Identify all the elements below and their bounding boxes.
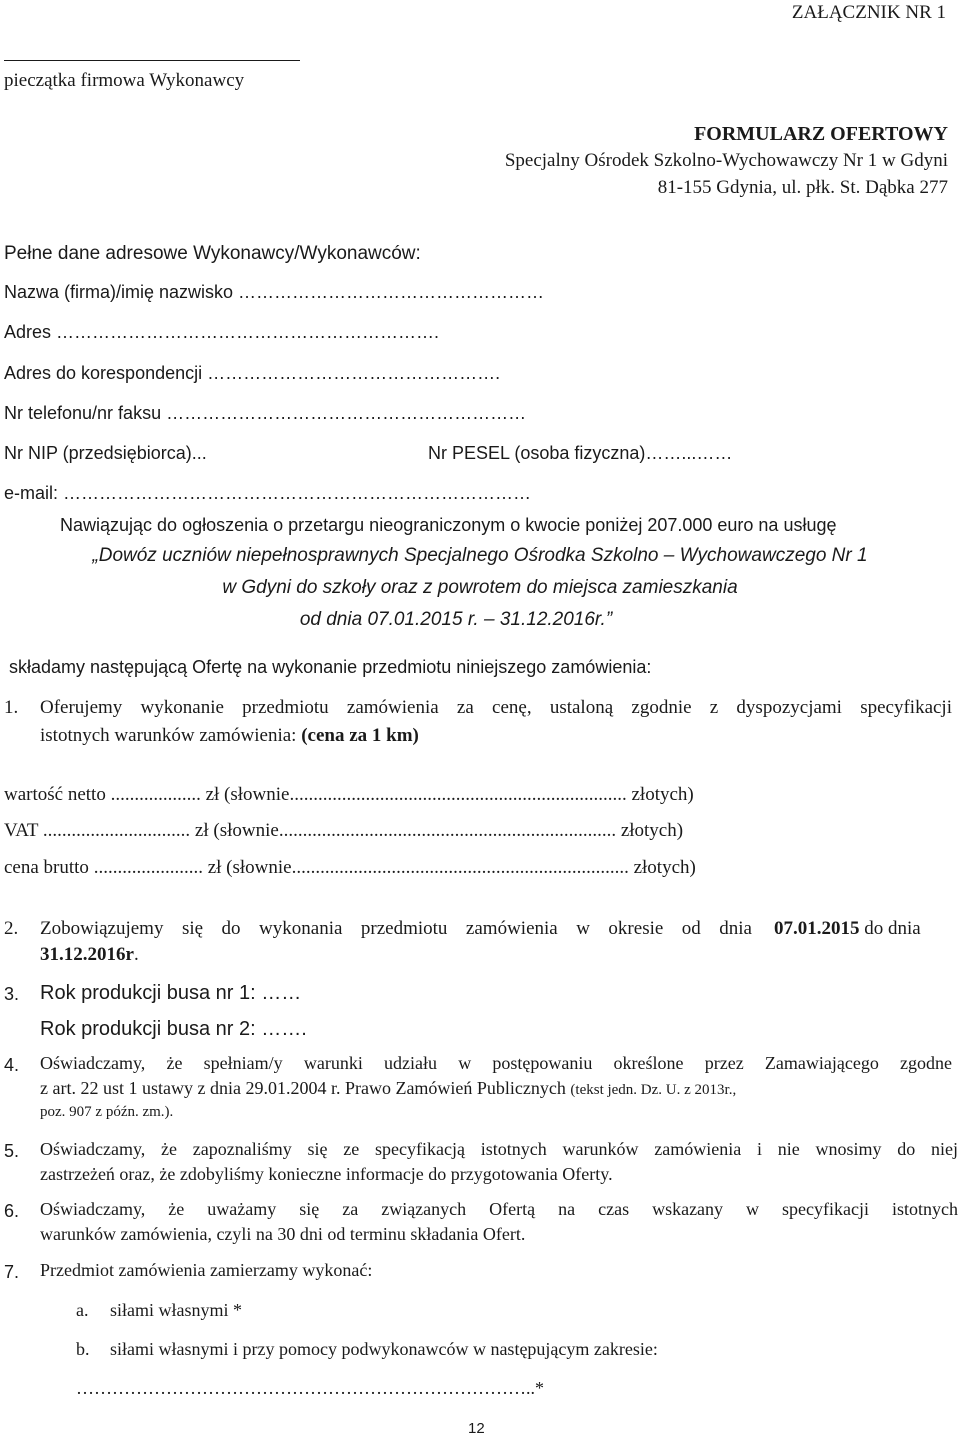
item-2-text: Zobowiązujemy się do wykonania przedmiotu zamówienia w okresie od dnia [40, 918, 752, 939]
period-end-date: 31.12.2016r [40, 944, 134, 965]
item-1-number: 1. [4, 697, 19, 718]
vat-unit: zł (słownie [190, 820, 279, 841]
offer-submit-line: składamy następującą Ofertę na wykonanie przedmiotu niniejszego zamówienia: [9, 657, 652, 677]
item-4-line2 [40, 1078, 736, 1099]
vat-field[interactable]: ............................... [42, 820, 191, 841]
item-2-number: 2. [4, 918, 19, 939]
item-7-text: Przedmiot zamówienia zamierzamy wykonać: [40, 1260, 373, 1280]
address-field[interactable]: Adres ………………………………………………………. [4, 322, 440, 342]
item-6-line1: Oświadczamy, że uważamy się za związanych Ofertą na czas wskazany w specyfikacji istotnych [40, 1199, 958, 1219]
item-1-text-continued [40, 725, 419, 747]
gross-price-end: złotych) [628, 857, 696, 878]
institution-address: 81-155 Gdynia, ul. płk. St. Dąbka 277 [657, 177, 948, 198]
option-b-subcontractors[interactable]: siłami własnymi i przy pomocy podwykonawców w następującym zakresie: [110, 1339, 658, 1359]
item-2-dates [774, 918, 921, 940]
institution-name: Specjalny Ośrodek Szkolno-Wychowawczy Nr 1 w Gdyni [504, 150, 948, 171]
item-2-end: . [133, 944, 139, 965]
item-4-law-ref: (tekst jedn. Dz. U. z 2013r., [570, 1082, 737, 1098]
pesel-field[interactable]: Nr PESEL (osoba fizyczna)……...…… [428, 443, 733, 463]
gross-price-label: cena brutto [4, 857, 89, 878]
net-value-line [4, 784, 694, 806]
phone-fax-field[interactable]: Nr telefonu/nr faksu …………………………………………………… [4, 403, 527, 423]
item-2-mid: do dnia [859, 918, 921, 939]
option-a-letter: a. [76, 1300, 89, 1320]
item-1-text: Oferujemy wykonanie przedmiotu zamówienia za cenę, ustaloną zgodnie z dyspozycjami specyfikacji [40, 697, 952, 718]
item-4-line3: poz. 907 z późn. zm.). [40, 1104, 174, 1120]
item-6-number: 6. [4, 1201, 20, 1221]
gross-price-line [4, 857, 696, 879]
vat-end: złotych) [616, 820, 684, 841]
net-value-field[interactable]: ................... [110, 784, 201, 805]
tender-intro: Nawiązując do ogłoszenia o przetargu nieograniczonym o kwocie poniżej 207.000 euro na usługę [60, 515, 837, 535]
item-4-number: 4. [4, 1055, 20, 1075]
period-start-date: 07.01.2015 [774, 918, 860, 939]
vat-words-field[interactable]: ....................................................................... [278, 820, 617, 841]
net-value-label: wartość netto [4, 784, 106, 805]
item-7-number: 7. [4, 1262, 20, 1282]
form-title: FORMULARZ OFERTOWY [694, 123, 948, 145]
stamp-label: pieczątka firmowa Wykonawcy [4, 70, 245, 91]
gross-price-field[interactable]: ....................... [93, 857, 203, 878]
option-b-letter: b. [76, 1339, 90, 1359]
bus-2-year-field[interactable]: Rok produkcji busa nr 2: ……. [40, 1018, 307, 1040]
item-4-line1: Oświadczamy, że spełniam/y warunki udziału w postępowaniu określone przez Zamawiającego zgodne [40, 1053, 952, 1073]
stamp-line [4, 60, 300, 61]
item-2-end-date [40, 944, 139, 966]
price-per-km-label: (cena za 1 km) [301, 725, 419, 746]
gross-price-unit: zł (słownie [202, 857, 292, 878]
name-field[interactable]: Nazwa (firma)/imię nazwisko …………………………………………… [4, 282, 545, 302]
item-1-text-part: istotnych warunków zamówienia: [40, 725, 302, 746]
attachment-label: ZAŁĄCZNIK NR 1 [791, 2, 946, 23]
net-value-unit: zł (słownie [200, 784, 290, 805]
nip-field[interactable]: Nr NIP (przedsiębiorca)... [4, 443, 207, 463]
gross-price-words-field[interactable]: ....................................................................... [291, 857, 629, 878]
subcontract-scope-field[interactable]: …………………………………………………………………..* [76, 1378, 544, 1398]
vat-line [4, 820, 683, 842]
service-title-line1: „Dowóz uczniów niepełnosprawnych Specjalnego Ośrodka Szkolno – Wychowawczego Nr 1 [92, 545, 868, 566]
item-5-line1: Oświadczamy, że zapoznaliśmy się ze specyfikacją istotnych warunków zamówienia i nie wnosimy do niej [40, 1139, 958, 1159]
contractor-heading: Pełne dane adresowe Wykonawcy/Wykonawców: [4, 243, 421, 264]
net-value-words-field[interactable]: ....................................................................... [289, 784, 627, 805]
item-6-line2: warunków zamówienia, czyli na 30 dni od terminu składania Ofert. [40, 1224, 526, 1244]
item-3-number: 3. [4, 984, 20, 1004]
item-5-line2: zastrzeżeń oraz, że zdobyliśmy konieczne informacje do przygotowania Oferty. [40, 1164, 613, 1184]
page-number: 12 [468, 1420, 485, 1437]
email-field[interactable]: e-mail: …………………………………………………………………… [4, 483, 532, 503]
bus-1-year-field[interactable]: Rok produkcji busa nr 1: …… [40, 982, 302, 1004]
service-dates: od dnia 07.01.2015 r. – 31.12.2016r.” [299, 609, 613, 630]
option-a-own-resources[interactable]: siłami własnymi * [110, 1300, 242, 1320]
correspondence-address-field[interactable]: Adres do korespondencji …………………………………………. [4, 363, 501, 383]
net-value-end: złotych) [626, 784, 694, 805]
item-5-number: 5. [4, 1141, 20, 1161]
service-title-line2: w Gdyni do szkoły oraz z powrotem do miejsca zamieszkania [222, 577, 738, 598]
item-4-law-text: z art. 22 ust 1 ustawy z dnia 29.01.2004 r. Prawo Zamówień Publicznych [40, 1078, 571, 1098]
vat-label: VAT [4, 820, 39, 841]
